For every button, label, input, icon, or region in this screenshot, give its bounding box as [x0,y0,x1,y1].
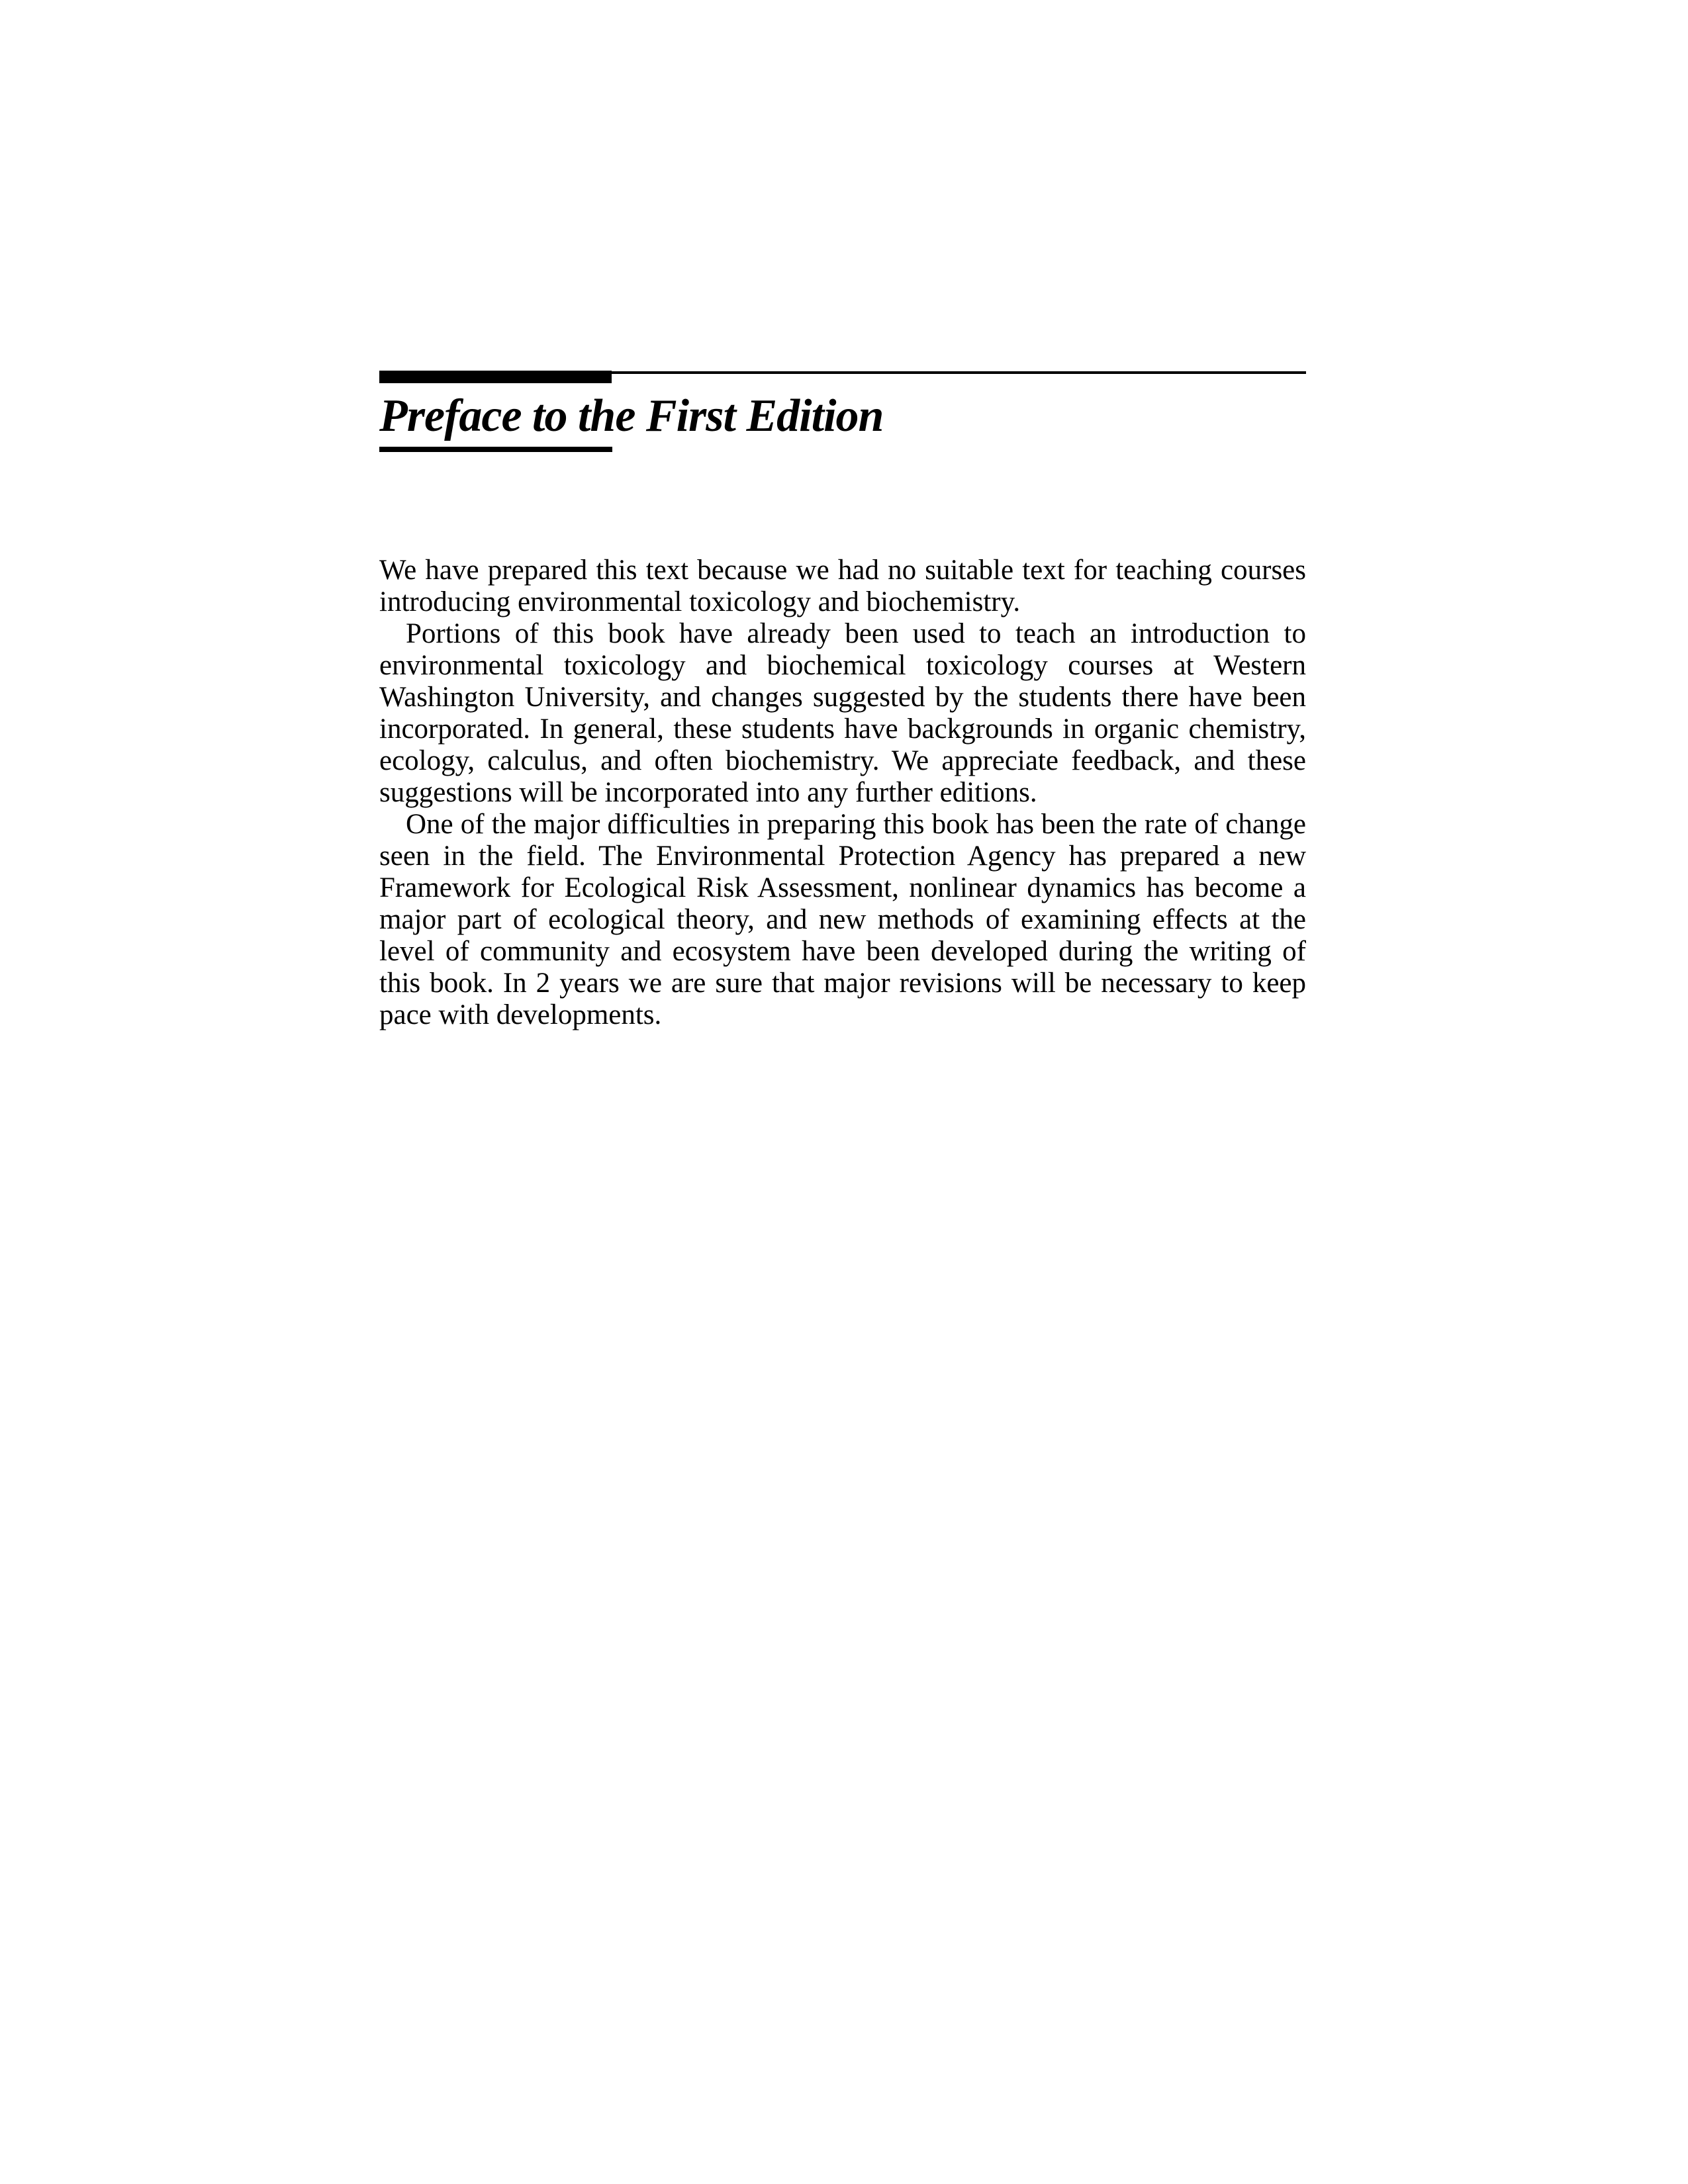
preface-body [379,555,1306,1031]
page-title: Preface to the First Edition [379,390,884,441]
paragraph: We have prepared this text because we had no suitable text for teaching courses introducing environmental toxicology and biochemistry. [379,555,1306,617]
paragraph: Portions of this book have already been used to teach an introduction to environmental toxicology and biochemical toxicology courses at Western Washington University, and changes suggested by the students there have been incorporated. In general, these students have backgrounds in organic chemistry, ecology, calculus, and often biochemistry. We appreciate feedback, and these suggestions will be incorporated into any further editions. [379,618,1306,808]
title-underline [379,447,612,452]
header-bar [379,371,612,383]
paragraph: One of the major difficulties in preparing this book has been the rate of change seen in the field. The Environmental Protection Agency has prepared a new Framework for Ecological Risk Assessment, nonlinear dynamics has become a major part of ecological theory, and new methods of examining effects at the level of community and ecosystem have been developed during the writing of this book. In 2 years we are sure that major revisions will be necessary to keep pace with developments. [379,809,1306,1030]
